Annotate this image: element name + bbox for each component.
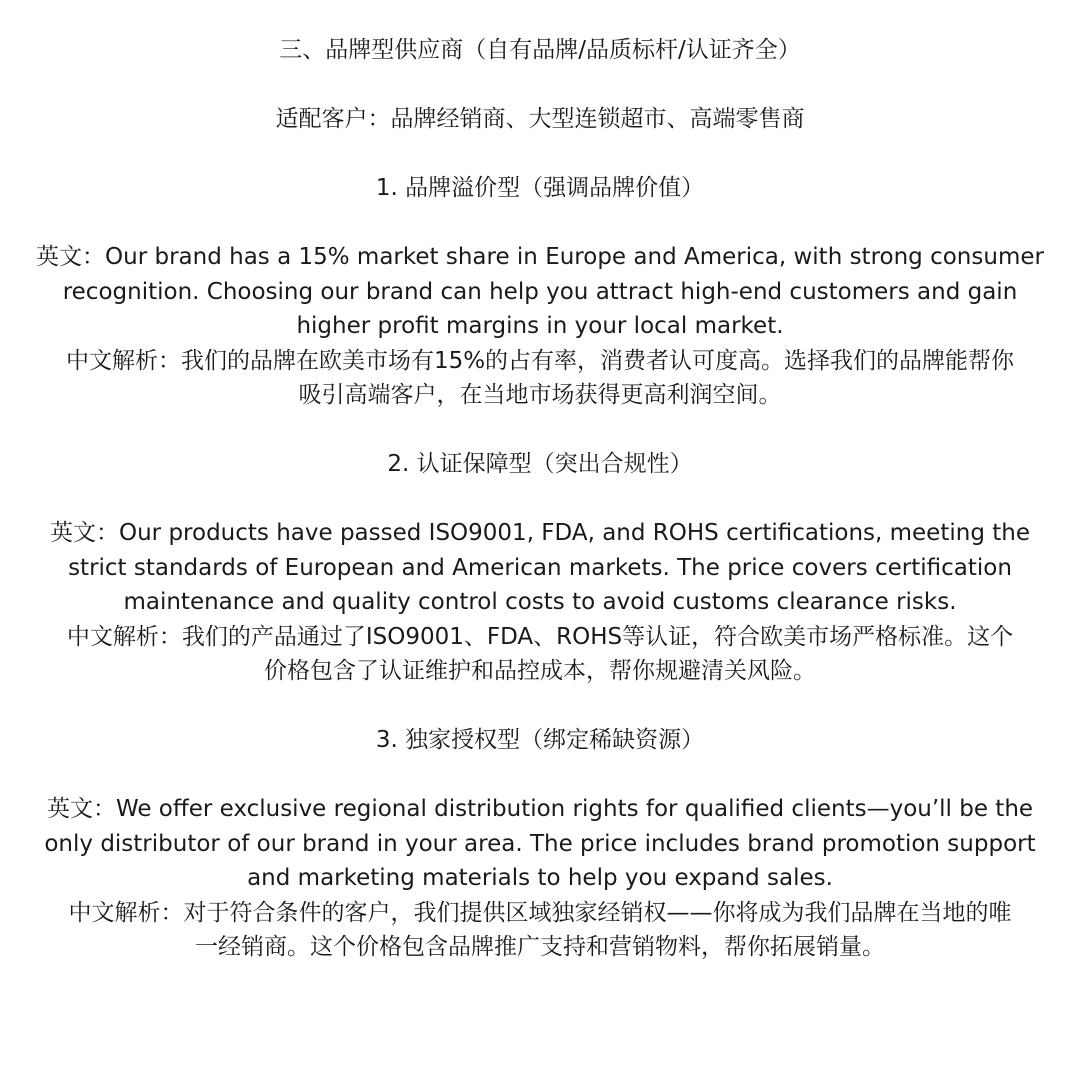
english-line: 英文：Our brand has a 15% market share in Europe and America, with strong consumer (36, 244, 1044, 270)
item-chinese-exclusive (36, 896, 1044, 965)
chinese-line: 中文解析：我们的品牌在欧美市场有15%的占有率，消费者认可度高。选择我们的品牌能帮你 (65, 347, 1015, 374)
english-line: recognition. Choosing our brand can help you attract high-end customers and gain (62, 278, 1018, 305)
chinese-line: 一经销商。这个价格包含品牌推广支持和营销物料，帮你拓展销量。 (195, 934, 885, 960)
target-audience: 适配客户：品牌经销商、大型连锁超市、高端零售商 (275, 106, 805, 132)
section-title: 三、品牌型供应商（自有品牌/品质标杆/认证齐全） (279, 37, 801, 63)
chinese-line: 价格包含了认证维护和品控成本，帮你规避清关风险。 (264, 658, 816, 684)
spacer (36, 206, 1044, 241)
spacer (36, 137, 1044, 172)
chinese-line: 中文解析：我们的产品通过了ISO9001、FDA、ROHS等认证，符合欧美市场严格标准。这个 (66, 623, 1014, 650)
english-line: 英文：We offer exclusive regional distribution rights for qualified clients—you’ll be the (46, 796, 1034, 822)
english-line: and marketing materials to help you expand sales. (247, 865, 833, 891)
item-english-certification (36, 516, 1044, 620)
chinese-line: 中文解析：对于符合条件的客户，我们提供区域独家经销权——你将成为我们品牌在当地的唯 (68, 899, 1012, 926)
english-line: strict standards of European and American markets. The price covers certification (68, 554, 1012, 581)
spacer (36, 689, 1044, 724)
spacer (36, 758, 1044, 793)
item-english-exclusive (36, 792, 1044, 896)
spacer (36, 482, 1044, 517)
item-english-brand-premium (36, 240, 1044, 344)
item-chinese-certification (36, 620, 1044, 689)
item-chinese-brand-premium (36, 344, 1044, 413)
item-heading-exclusive: 3. 独家授权型（绑定稀缺资源） (375, 727, 705, 753)
spacer (36, 68, 1044, 103)
item-heading-brand-premium: 1. 品牌溢价型（强调品牌价值） (375, 175, 705, 201)
chinese-line: 吸引高端客户，在当地市场获得更高利润空间。 (298, 382, 782, 408)
spacer (36, 413, 1044, 448)
item-heading-certification: 2. 认证保障型（突出合规性） (387, 451, 693, 477)
english-line: 英文：Our products have passed ISO9001, FDA, and ROHS certifications, meeting the (50, 520, 1030, 546)
english-line: only distributor of our brand in your area. The price includes brand promotion support (44, 830, 1036, 857)
english-line: maintenance and quality control costs to avoid customs clearance risks. (123, 589, 957, 615)
english-line: higher profit margins in your local market. (296, 313, 784, 339)
